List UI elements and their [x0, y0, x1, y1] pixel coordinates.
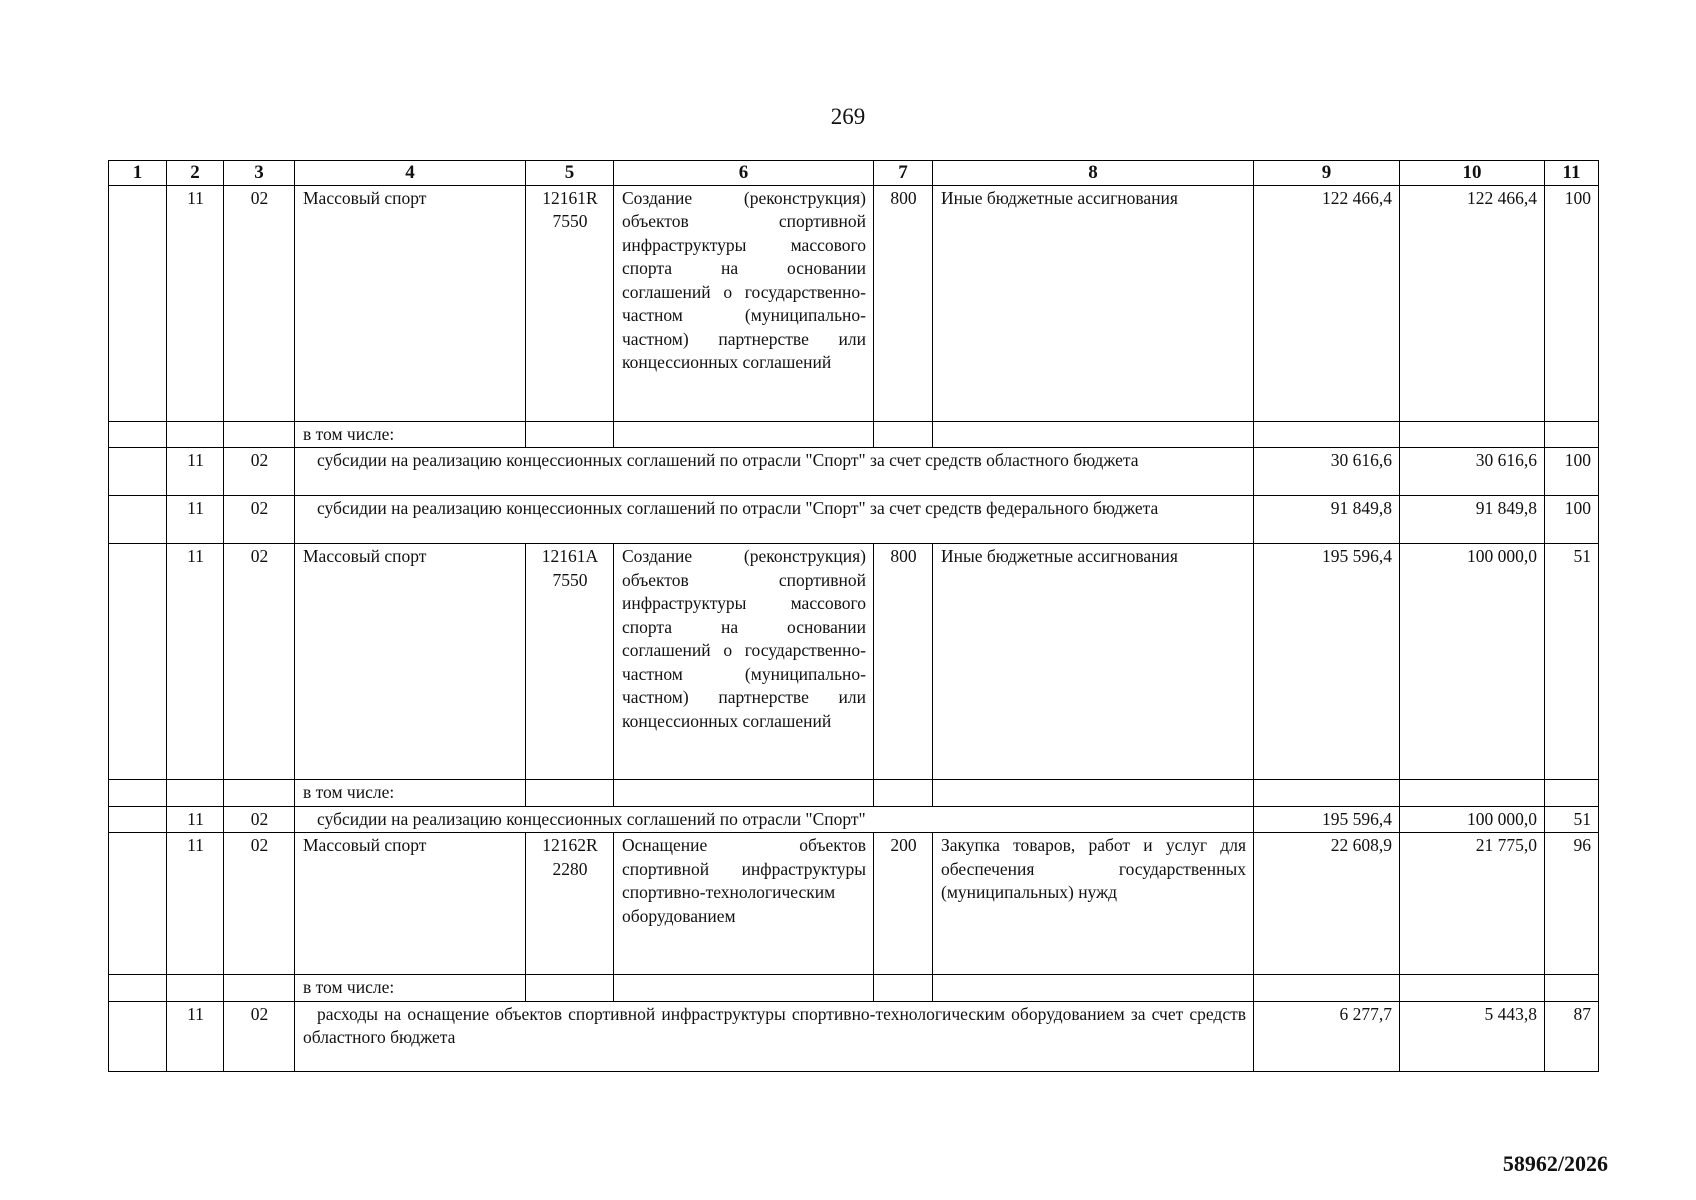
- cell-empty: [109, 806, 167, 833]
- cell-empty: [224, 780, 295, 807]
- cell-amount-plan: 122 466,4: [1254, 185, 1400, 421]
- cell-empty: [1545, 780, 1599, 807]
- cell-section: 11: [167, 496, 224, 544]
- header-row: [109, 161, 1599, 186]
- cell-amount-actual: 100 000,0: [1400, 544, 1545, 780]
- cell-subsection: 02: [224, 806, 295, 833]
- cell-code: 12161A 7550: [526, 544, 614, 780]
- cell-amount-plan: 195 596,4: [1254, 544, 1400, 780]
- cell-empty: [933, 421, 1254, 448]
- cell-empty: [933, 975, 1254, 1002]
- cell-amount-actual: 122 466,4: [1400, 185, 1545, 421]
- cell-empty: [224, 975, 295, 1002]
- table-row: [109, 833, 1599, 975]
- cell-section: 11: [167, 185, 224, 421]
- cell-empty: [109, 185, 167, 421]
- cell-subsection: 02: [224, 544, 295, 780]
- cell-empty: [614, 975, 874, 1002]
- table-row: [109, 421, 1599, 448]
- cell-empty: [1545, 421, 1599, 448]
- cell-subsidy-text: субсидии на реализацию концессионных соглашений по отрасли "Спорт" за счет средств областного бюджета: [295, 448, 1254, 496]
- cell-empty: [1545, 975, 1599, 1002]
- cell-empty: [1254, 421, 1400, 448]
- table-row: [109, 806, 1599, 833]
- cell-empty: [874, 780, 933, 807]
- cell-label: в том числе:: [295, 780, 526, 807]
- cell-code: 12162R 2280: [526, 833, 614, 975]
- cell-empty: [874, 975, 933, 1002]
- cell-description: Оснащение объектов спортивной инфраструктуры спортивно-технологическим оборудованием: [614, 833, 874, 975]
- cell-amount-actual: 5 443,8: [1400, 1001, 1545, 1071]
- header-cell: 11: [1545, 161, 1599, 186]
- cell-empty: [933, 780, 1254, 807]
- header-cell: 7: [874, 161, 933, 186]
- cell-expense-type: 800: [874, 185, 933, 421]
- cell-empty: [109, 975, 167, 1002]
- cell-subsection: 02: [224, 185, 295, 421]
- cell-amount-plan: 195 596,4: [1254, 806, 1400, 833]
- cell-section: 11: [167, 448, 224, 496]
- cell-amount-plan: 6 277,7: [1254, 1001, 1400, 1071]
- cell-subsection: 02: [224, 448, 295, 496]
- cell-amount-plan: 30 616,6: [1254, 448, 1400, 496]
- cell-empty: [109, 448, 167, 496]
- cell-percent: 87: [1545, 1001, 1599, 1071]
- cell-empty: [109, 496, 167, 544]
- cell-empty: [1254, 975, 1400, 1002]
- header-cell: 10: [1400, 161, 1545, 186]
- cell-section: 11: [167, 833, 224, 975]
- cell-expense-type: 200: [874, 833, 933, 975]
- cell-amount-actual: 91 849,8: [1400, 496, 1545, 544]
- table-row: [109, 780, 1599, 807]
- table-row: [109, 448, 1599, 496]
- cell-empty: [109, 833, 167, 975]
- cell-empty: [224, 421, 295, 448]
- cell-empty: [1400, 780, 1545, 807]
- cell-empty: [1400, 421, 1545, 448]
- cell-amount-actual: 100 000,0: [1400, 806, 1545, 833]
- header-cell: 4: [295, 161, 526, 186]
- budget-table: [108, 160, 1599, 1072]
- cell-empty: [526, 975, 614, 1002]
- cell-subsection: 02: [224, 496, 295, 544]
- cell-percent: 51: [1545, 544, 1599, 780]
- cell-description: Создание (реконструкция) объектов спортивной инфраструктуры массового спорта на основании соглашений о государственно-частном (муниципально-частном) партнерстве или концессионных соглашений: [614, 544, 874, 780]
- table-row: [109, 975, 1599, 1002]
- cell-section: 11: [167, 806, 224, 833]
- header-cell: 5: [526, 161, 614, 186]
- cell-section: 11: [167, 544, 224, 780]
- cell-empty: [874, 421, 933, 448]
- table-row: [109, 496, 1599, 544]
- cell-expense-type: 800: [874, 544, 933, 780]
- cell-empty: [614, 421, 874, 448]
- cell-name: Массовый спорт: [295, 185, 526, 421]
- cell-code: 12161R 7550: [526, 185, 614, 421]
- cell-percent: 100: [1545, 448, 1599, 496]
- cell-subsection: 02: [224, 1001, 295, 1071]
- cell-percent: 100: [1545, 496, 1599, 544]
- header-cell: 3: [224, 161, 295, 186]
- cell-amount-plan: 91 849,8: [1254, 496, 1400, 544]
- document-id: 58962/2026: [1502, 1151, 1608, 1176]
- cell-name: Массовый спорт: [295, 833, 526, 975]
- cell-subsection: 02: [224, 833, 295, 975]
- cell-name: Массовый спорт: [295, 544, 526, 780]
- cell-label: в том числе:: [295, 975, 526, 1002]
- cell-empty: [167, 421, 224, 448]
- header-cell: 2: [167, 161, 224, 186]
- cell-empty: [526, 780, 614, 807]
- cell-subsidy-text: субсидии на реализацию концессионных соглашений по отрасли "Спорт": [295, 806, 1254, 833]
- cell-subsidy-text: субсидии на реализацию концессионных соглашений по отрасли "Спорт" за счет средств федерального бюджета: [295, 496, 1254, 544]
- table-row: [109, 1001, 1599, 1071]
- cell-empty: [109, 421, 167, 448]
- cell-empty: [526, 421, 614, 448]
- cell-amount-plan: 22 608,9: [1254, 833, 1400, 975]
- cell-amount-actual: 21 775,0: [1400, 833, 1545, 975]
- cell-label: в том числе:: [295, 421, 526, 448]
- cell-amount-actual: 30 616,6: [1400, 448, 1545, 496]
- cell-subsidy-text: расходы на оснащение объектов спортивной инфраструктуры спортивно-технологическим оборудованием за счет средств областного бюджета: [295, 1001, 1254, 1071]
- cell-empty: [109, 780, 167, 807]
- cell-empty: [109, 1001, 167, 1071]
- cell-expense-name: Иные бюджетные ассигнования: [933, 185, 1254, 421]
- cell-section: 11: [167, 1001, 224, 1071]
- cell-percent: 100: [1545, 185, 1599, 421]
- cell-empty: [167, 975, 224, 1002]
- cell-percent: 96: [1545, 833, 1599, 975]
- header-cell: 1: [109, 161, 167, 186]
- cell-empty: [1400, 975, 1545, 1002]
- cell-expense-name: Закупка товаров, работ и услуг для обеспечения государственных (муниципальных) нужд: [933, 833, 1254, 975]
- page-number: 269: [830, 104, 866, 129]
- table-row: [109, 185, 1599, 421]
- cell-expense-name: Иные бюджетные ассигнования: [933, 544, 1254, 780]
- cell-empty: [167, 780, 224, 807]
- header-cell: 8: [933, 161, 1254, 186]
- cell-empty: [1254, 780, 1400, 807]
- header-cell: 9: [1254, 161, 1400, 186]
- cell-description: Создание (реконструкция) объектов спортивной инфраструктуры массового спорта на основании соглашений о государственно-частном (муниципально-частном) партнерстве или концессионных соглашений: [614, 185, 874, 421]
- cell-empty: [614, 780, 874, 807]
- cell-percent: 51: [1545, 806, 1599, 833]
- table-row: [109, 544, 1599, 780]
- cell-empty: [109, 544, 167, 780]
- header-cell: 6: [614, 161, 874, 186]
